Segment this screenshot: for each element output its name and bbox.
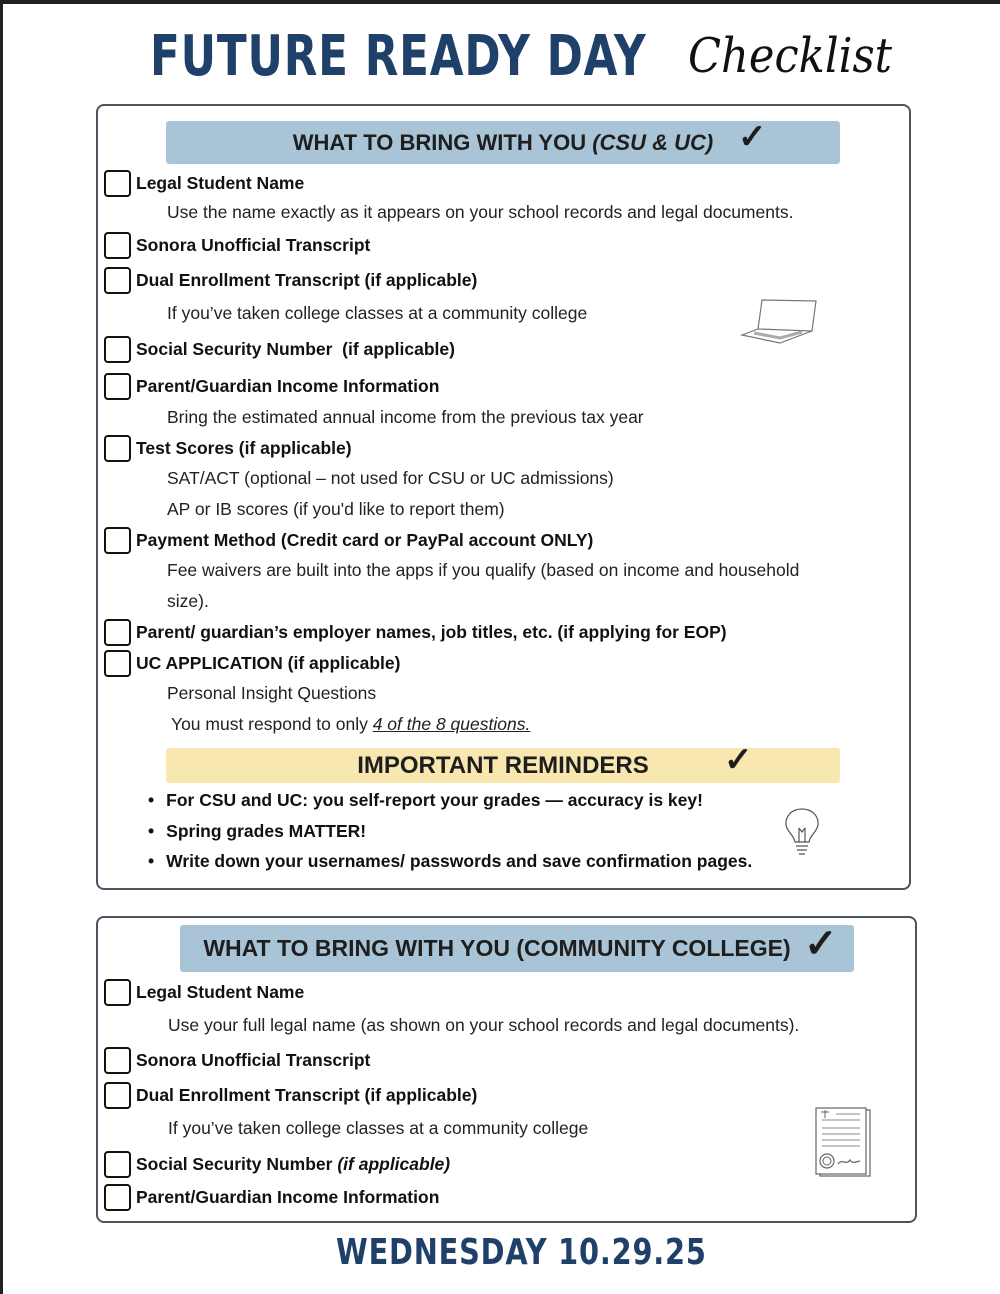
checklist-item[interactable] — [104, 373, 439, 399]
item-label: UC APPLICATION (if applicable) — [136, 652, 401, 673]
header-text: IMPORTANT REMINDERS — [357, 751, 649, 779]
window-border-top — [0, 0, 1000, 4]
checkbox[interactable] — [104, 527, 131, 554]
checklist-item[interactable] — [104, 336, 455, 362]
item-description: size). — [167, 591, 209, 611]
item-label: Parent/Guardian Income Information — [136, 1186, 440, 1207]
checkbox[interactable] — [104, 650, 131, 677]
checkbox[interactable] — [104, 435, 131, 462]
reminder-bullet: • Spring grades MATTER! — [148, 819, 366, 843]
reminder-bullet: • Write down your usernames/ passwords and save confirmation pages. — [148, 849, 752, 873]
item-label: Legal Student Name — [136, 981, 305, 1002]
item-label: Payment Method (Credit card or PayPal account ONLY) — [136, 529, 594, 550]
header-text: WHAT TO BRING WITH YOU — [292, 129, 593, 155]
laptop-icon — [740, 296, 820, 348]
item-description: SAT/ACT (optional – not used for CSU or UC admissions) — [167, 468, 614, 488]
event-date: WEDNESDAY 10.29.25 — [336, 1232, 707, 1273]
checkmark-icon: ✓ — [724, 741, 753, 779]
checkbox[interactable] — [104, 619, 131, 646]
document-certificate-icon — [812, 1106, 872, 1178]
checklist-item[interactable] — [104, 267, 477, 293]
checkbox[interactable] — [104, 373, 131, 400]
piq-link[interactable]: 4 of the 8 questions. — [372, 714, 531, 734]
cc-header — [180, 922, 854, 972]
item-label: Parent/ guardian’s employer names, job titles, etc. (if applying for EOP) — [136, 621, 727, 642]
item-description: Fee waivers are built into the apps if you qualify (based on income and household — [167, 560, 800, 580]
checkbox[interactable] — [104, 1082, 131, 1109]
checkbox[interactable] — [104, 1151, 131, 1178]
item-label: Sonora Unofficial Transcript — [136, 1049, 371, 1070]
item-label: Dual Enrollment Transcript (if applicable) — [136, 269, 478, 290]
piq-prefix: You must respond to only — [171, 714, 373, 734]
item-label: Sonora Unofficial Transcript — [136, 234, 371, 255]
checklist-item[interactable] — [104, 1047, 370, 1073]
checkbox[interactable] — [104, 170, 131, 197]
page-title-script: Checklist — [688, 28, 892, 84]
item-description: Use the name exactly as it appears on your school records and legal documents. — [167, 202, 794, 222]
checkbox[interactable] — [104, 979, 131, 1006]
header-text: WHAT TO BRING WITH YOU (COMMUNITY COLLEGE) — [203, 935, 791, 961]
piq-note — [171, 712, 530, 736]
checklist-item[interactable] — [104, 1184, 439, 1210]
item-label-italic: (if applicable) — [337, 1153, 451, 1174]
item-label: Social Security Number — [136, 1153, 338, 1174]
checkmark-icon: ✓ — [738, 118, 767, 156]
checklist-item[interactable] — [104, 650, 400, 676]
checkbox[interactable] — [104, 1047, 131, 1074]
item-description: AP or IB scores (if you'd like to report them) — [167, 499, 505, 519]
item-label: Test Scores (if applicable) — [136, 437, 352, 458]
checkmark-icon: ✓ — [804, 922, 838, 966]
item-description: If you’ve taken college classes at a community college — [167, 303, 588, 323]
reminder-bullet: • For CSU and UC: you self-report your grades — accuracy is key! — [148, 788, 703, 812]
reminders-header — [166, 741, 840, 783]
checkbox[interactable] — [104, 267, 131, 294]
checkbox[interactable] — [104, 232, 131, 259]
checklist-item[interactable] — [104, 170, 304, 196]
item-label: Social Security Number (if applicable) — [136, 338, 455, 359]
checklist-item[interactable] — [104, 979, 304, 1005]
lightbulb-icon — [782, 806, 822, 858]
checkbox[interactable] — [104, 1184, 131, 1211]
checklist-item[interactable] — [104, 1151, 450, 1177]
header-italic: (CSU & UC) — [592, 129, 714, 155]
csu-uc-header — [166, 118, 840, 164]
item-label: Legal Student Name — [136, 172, 305, 193]
item-label: Dual Enrollment Transcript (if applicable) — [136, 1084, 478, 1105]
window-border-left — [0, 0, 3, 1294]
checkbox[interactable] — [104, 336, 131, 363]
page-title: FUTURE READY DAY — [150, 24, 647, 89]
item-description: Use your full legal name (as shown on your school records and legal documents). — [168, 1015, 800, 1035]
checklist-item[interactable] — [104, 619, 727, 645]
checklist-item[interactable] — [104, 1082, 477, 1108]
checklist-item[interactable] — [104, 527, 593, 553]
item-description: Personal Insight Questions — [167, 683, 377, 703]
item-description: Bring the estimated annual income from the previous tax year — [167, 407, 644, 427]
checklist-item[interactable] — [104, 232, 370, 258]
item-label: Parent/Guardian Income Information — [136, 375, 440, 396]
item-description: If you’ve taken college classes at a community college — [168, 1118, 589, 1138]
checklist-item[interactable] — [104, 435, 352, 461]
